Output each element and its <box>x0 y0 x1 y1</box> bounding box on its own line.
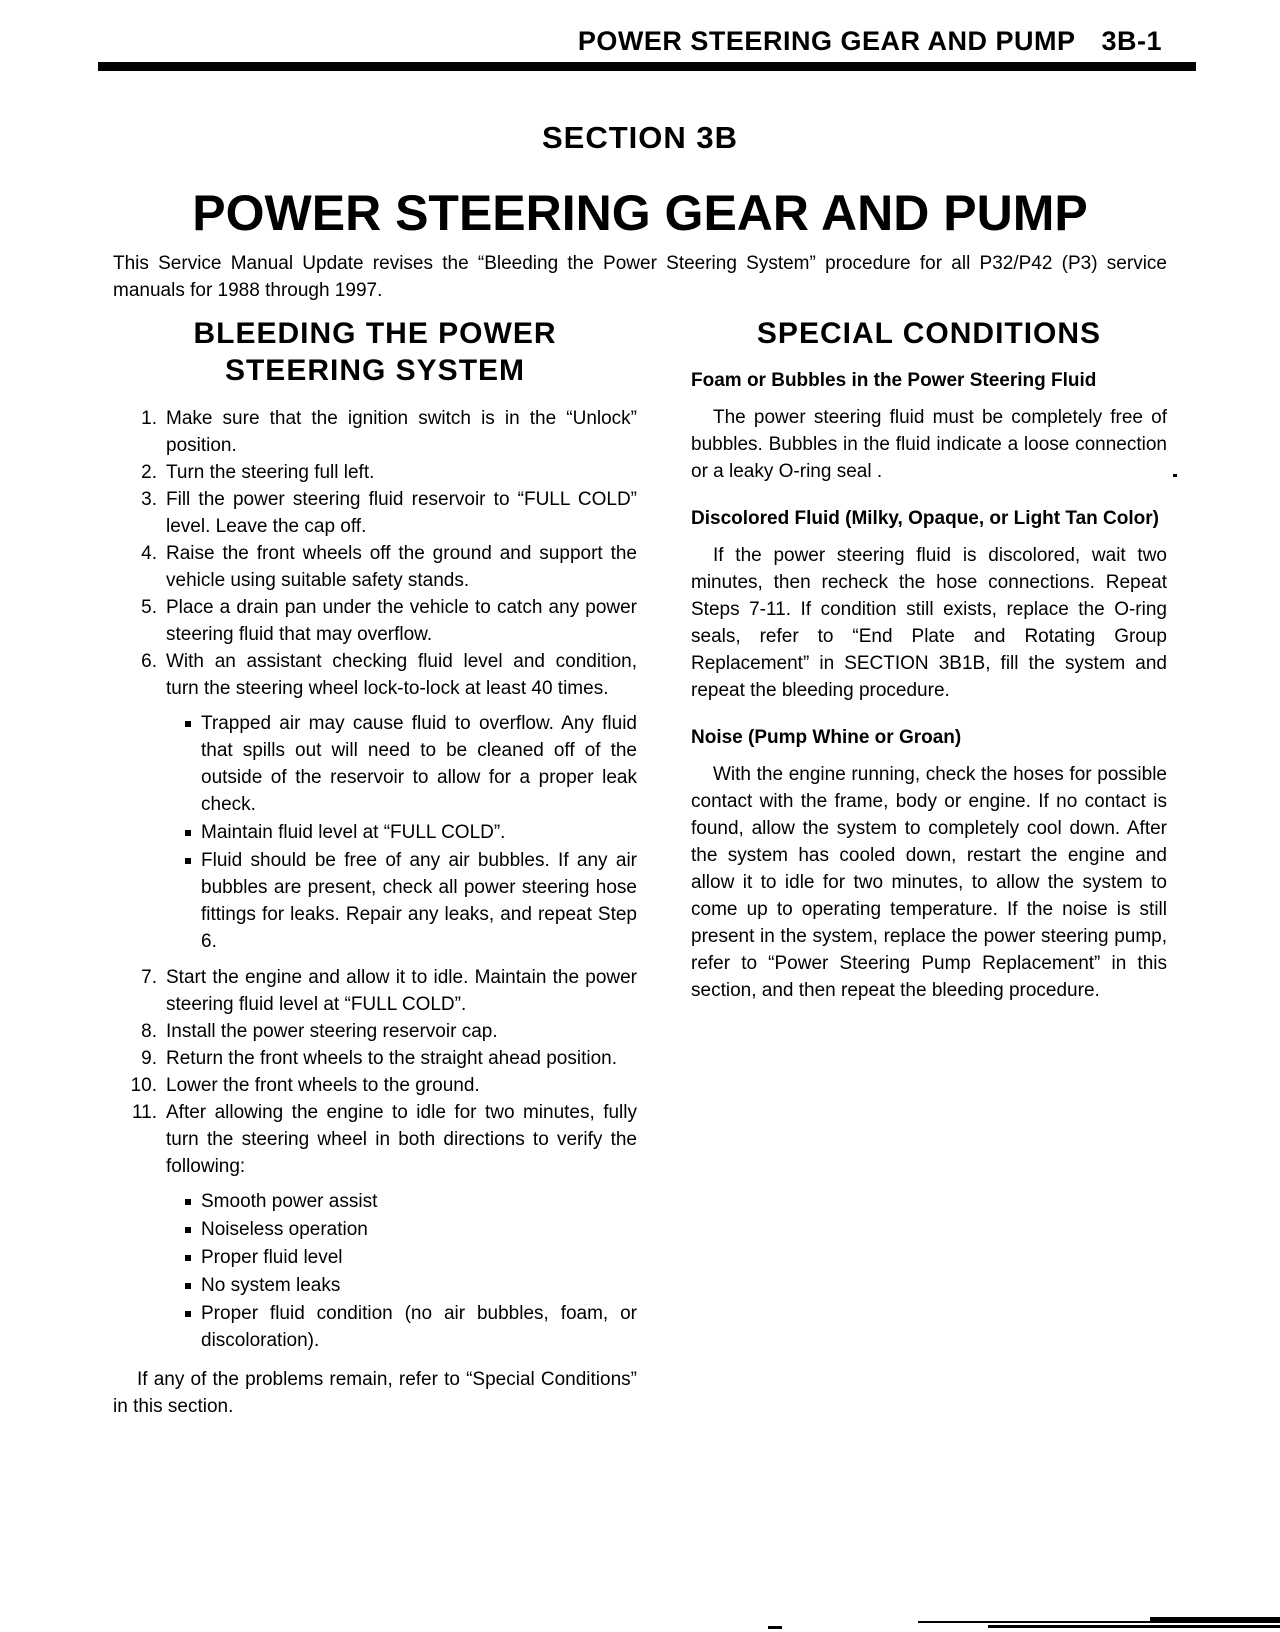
page-title: POWER STEERING GEAR AND PUMP <box>192 185 1088 241</box>
bullet-dot-icon <box>183 710 201 818</box>
bullet-dot-icon <box>183 1300 201 1354</box>
scan-artifact-line <box>1150 1617 1280 1622</box>
step-text: Make sure that the ignition switch is in the “Unlock” position. <box>166 408 637 456</box>
check-bullet-text: No system leaks <box>201 1275 341 1296</box>
note-bullet-text: Trapped air may cause fluid to overflow. Any fluid that spills out will need to be cleaned off of the outside of the reservoir to allow for a proper leak check. <box>201 713 637 815</box>
subsection-body: If the power steering fluid is discolored, wait two minutes, then recheck the hose connections. Repeat Steps 7-11. If condition still exists, replace the O-ring seals, refer to “End Plate and Rotating Group Replacement” in SECTION 3B1B, fill the system and repeat the bleeding procedure. <box>691 545 1167 701</box>
bullet-dot-icon <box>183 1216 201 1243</box>
step-number: 9. <box>141 1048 157 1069</box>
note-bullet-text: Maintain fluid level at “FULL COLD”. <box>201 822 506 843</box>
bullet-dot-icon <box>183 1188 201 1215</box>
step-item <box>113 1072 637 1099</box>
step-text: Return the front wheels to the straight ahead position. <box>166 1048 617 1069</box>
step-number: 11. <box>131 1102 157 1123</box>
page-number: 3B-1 <box>1101 26 1162 56</box>
subsection-heading: Foam or Bubbles in the Power Steering Fluid <box>691 370 1097 391</box>
left-column-closing-paragraph: If any of the problems remain, refer to “Special Conditions” in this section. <box>113 1369 637 1417</box>
subsection-body: The power steering fluid must be completely free of bubbles. Bubbles in the fluid indicate a loose connection or a leaky O-ring seal . <box>691 407 1167 482</box>
step-number: 4. <box>141 543 157 564</box>
check-bullet-item <box>113 1244 637 1271</box>
left-column-heading-line2: STEERING SYSTEM <box>224 354 526 387</box>
header-rule <box>98 62 1196 71</box>
intro-paragraph: This Service Manual Update revises the “Bleeding the Power Steering System” procedure for all P32/P42 (P3) service manuals for 1988 through 1997. <box>113 253 1167 301</box>
step-item <box>113 540 637 594</box>
step-text: Lower the front wheels to the ground. <box>166 1075 480 1096</box>
step-number: 3. <box>141 489 157 510</box>
note-bullet-text: Fluid should be free of any air bubbles. If any air bubbles are present, check all power steering hose fittings for leaks. Repair any leaks, and repeat Step 6. <box>201 850 637 952</box>
step-item <box>113 1018 637 1045</box>
step-item <box>113 648 637 702</box>
section-label: SECTION 3B <box>541 120 739 155</box>
check-list <box>113 1188 637 1354</box>
step-item <box>113 1099 637 1180</box>
step-item <box>113 486 637 540</box>
step-text: Raise the front wheels off the ground and support the vehicle using suitable safety stands. <box>166 543 637 591</box>
check-bullet-text: Proper fluid level <box>201 1247 343 1268</box>
check-bullet-text: Smooth power assist <box>201 1191 378 1212</box>
note-bullet-item <box>113 819 637 846</box>
scan-artifact-line <box>988 1625 1280 1628</box>
scan-artifact-speck <box>1173 474 1177 477</box>
note-bullet-item <box>113 710 637 818</box>
step-text: Start the engine and allow it to idle. Maintain the power steering fluid level at “FULL COLD”. <box>166 967 637 1015</box>
step-number: 6. <box>141 651 157 672</box>
step-item <box>113 594 637 648</box>
step-text: With an assistant checking fluid level and condition, turn the steering wheel lock-to-lock at least 40 times. <box>166 651 637 699</box>
bullet-dot-icon <box>183 1272 201 1299</box>
step-number: 5. <box>141 597 157 618</box>
step-number: 7. <box>141 967 157 988</box>
check-bullet-text: Proper fluid condition (no air bubbles, foam, or discoloration). <box>201 1303 637 1351</box>
check-bullet-item <box>113 1300 637 1354</box>
step-text: Turn the steering full left. <box>166 462 375 483</box>
step-item <box>113 1045 637 1072</box>
check-bullet-item <box>113 1272 637 1299</box>
check-bullet-item <box>113 1216 637 1243</box>
left-column-heading-line1: BLEEDING THE POWER <box>193 317 557 350</box>
check-bullet-text: Noiseless operation <box>201 1219 368 1240</box>
subsection-heading: Noise (Pump Whine or Groan) <box>691 727 962 748</box>
left-column <box>113 315 637 1420</box>
right-column-heading: SPECIAL CONDITIONS <box>756 317 1102 350</box>
note-list <box>113 710 637 955</box>
step-item <box>113 459 637 486</box>
step-number: 10. <box>130 1075 157 1096</box>
step-text: Fill the power steering fluid reservoir to “FULL COLD” level. Leave the cap off. <box>166 489 637 537</box>
step-text: After allowing the engine to idle for two minutes, fully turn the steering wheel in both directions to verify the following: <box>166 1102 637 1177</box>
subsection-body: With the engine running, check the hoses for possible contact with the frame, body or engine. If no contact is found, allow the system to completely cool down. After the system has cooled down, restart the engine and allow it to idle for two minutes, to allow the system to come up to operating temperature. If the noise is still present in the system, replace the power steering pump, refer to “Power Steering Pump Replacement” in this section, and then repeat the bleeding procedure. <box>691 764 1167 1001</box>
step-text: Install the power steering reservoir cap. <box>166 1021 498 1042</box>
step-item <box>113 405 637 459</box>
running-header-title: POWER STEERING GEAR AND PUMP <box>577 26 1076 56</box>
step-item <box>113 964 637 1018</box>
step-number: 1. <box>141 408 157 429</box>
scan-artifact-speck <box>768 1626 782 1629</box>
check-bullet-item <box>113 1188 637 1215</box>
left-column-heading <box>113 315 637 389</box>
step-text: Place a drain pan under the vehicle to catch any power steering fluid that may overflow. <box>166 597 637 645</box>
running-header <box>100 26 1162 57</box>
bullet-dot-icon <box>183 819 201 846</box>
step-number: 2. <box>141 462 157 483</box>
bullet-dot-icon <box>183 847 201 955</box>
step-number: 8. <box>141 1021 157 1042</box>
bullet-dot-icon <box>183 1244 201 1271</box>
note-bullet-item <box>113 847 637 955</box>
right-column <box>691 315 1167 1004</box>
subsection-heading: Discolored Fluid (Milky, Opaque, or Light Tan Color) <box>691 508 1159 529</box>
